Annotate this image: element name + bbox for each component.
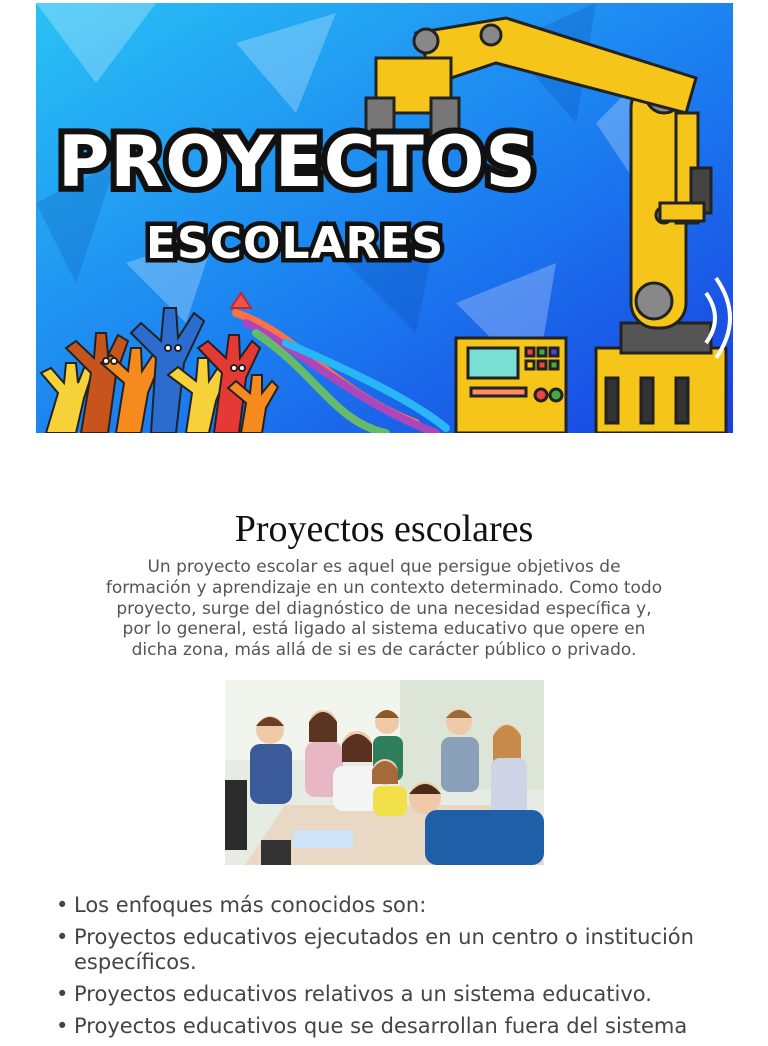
bullet-marker: • xyxy=(56,893,69,917)
slide-body-text: Un proyecto escolar es aquel que persigue objetivos de formación y aprendizaje en un contexto determinado. Como todo proyecto, surge del diagnóstico de una necesidad específica y, por lo general, está ligado al sistema educativo que opere en dicha zona, más allá de si es de carácter público o privado. xyxy=(105,557,663,661)
classroom-photo xyxy=(225,680,544,865)
list-item xyxy=(56,893,736,918)
list-item-text: Proyectos educativos que se desarrollan fuera del sistema xyxy=(74,1014,688,1038)
bullet-marker: • xyxy=(56,1014,69,1038)
banner-title: PROYECTOS xyxy=(58,121,537,203)
banner-image xyxy=(36,3,733,433)
list-item-text: Los enfoques más conocidos son: xyxy=(74,893,427,917)
banner-subtitle: ESCOLARES xyxy=(146,218,445,269)
bullet-marker: • xyxy=(56,982,69,1006)
slide-title: Proyectos escolares xyxy=(234,508,534,550)
list-item-text: Proyectos educativos ejecutados en un centro o institución específicos. xyxy=(74,925,694,974)
control-panel-icon xyxy=(456,338,566,433)
bullet-marker: • xyxy=(56,925,69,949)
list-item xyxy=(56,982,736,1007)
list-item-text: Proyectos educativos relativos a un sistema educativo. xyxy=(74,982,652,1006)
list-item xyxy=(56,925,736,975)
list-item xyxy=(56,1014,736,1039)
bullet-list xyxy=(56,893,736,1046)
